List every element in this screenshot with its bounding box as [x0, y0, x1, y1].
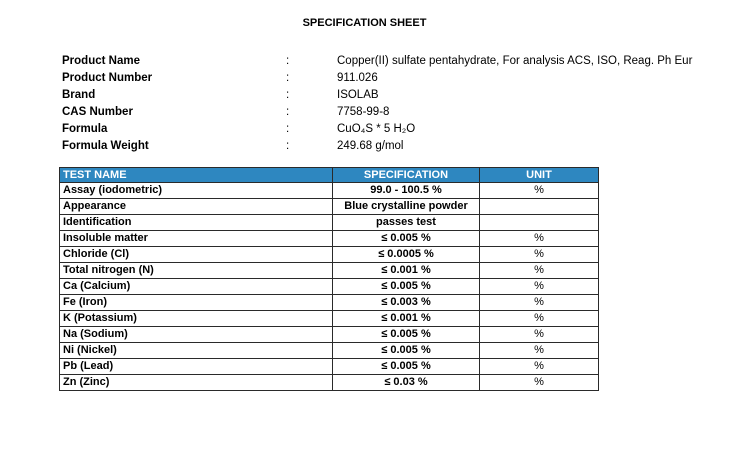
test-name-cell: Insoluble matter: [60, 231, 333, 247]
unit-cell: %: [480, 327, 599, 343]
info-colon: :: [286, 89, 290, 101]
specification-cell: passes test: [333, 215, 480, 231]
specification-cell: ≤ 0.005 %: [333, 231, 480, 247]
info-value: 911.026: [337, 72, 378, 84]
specification-cell: ≤ 0.005 %: [333, 327, 480, 343]
unit-cell: %: [480, 295, 599, 311]
column-header-unit: UNIT: [480, 168, 599, 183]
info-colon: :: [286, 72, 290, 84]
table-row: [60, 279, 599, 295]
table-row: [60, 231, 599, 247]
info-row-cas-number: [62, 104, 712, 121]
test-name-cell: Total nitrogen (N): [60, 263, 333, 279]
info-value: 7758-99-8: [337, 106, 390, 118]
unit-cell: %: [480, 279, 599, 295]
info-colon: :: [286, 55, 290, 67]
table-row: [60, 343, 599, 359]
info-colon: :: [286, 123, 290, 135]
test-name-cell: Chloride (Cl): [60, 247, 333, 263]
table-row: [60, 215, 599, 231]
info-label: Product Name: [62, 55, 140, 67]
specification-cell: ≤ 0.005 %: [333, 343, 480, 359]
specification-cell: ≤ 0.0005 %: [333, 247, 480, 263]
info-colon: :: [286, 106, 290, 118]
table-row: [60, 263, 599, 279]
test-name-cell: Ni (Nickel): [60, 343, 333, 359]
product-info: [62, 53, 712, 155]
table-row: [60, 199, 599, 215]
info-label: Brand: [62, 89, 96, 101]
info-row-brand: [62, 87, 712, 104]
table-row: [60, 183, 599, 199]
unit-cell: %: [480, 231, 599, 247]
specification-table: [59, 167, 599, 391]
unit-cell: %: [480, 247, 599, 263]
info-row-formula-weight: [62, 138, 712, 155]
test-name-cell: Assay (iodometric): [60, 183, 333, 199]
info-row-product-name: [62, 53, 712, 70]
test-name-cell: Pb (Lead): [60, 359, 333, 375]
unit-cell: %: [480, 311, 599, 327]
specification-cell: 99.0 - 100.5 %: [333, 183, 480, 199]
test-name-cell: K (Potassium): [60, 311, 333, 327]
specification-cell: Blue crystalline powder: [333, 199, 480, 215]
table-row: [60, 247, 599, 263]
unit-cell: [480, 215, 599, 231]
table-row: [60, 311, 599, 327]
info-label: Product Number: [62, 72, 153, 84]
info-row-product-number: [62, 70, 712, 87]
unit-cell: %: [480, 183, 599, 199]
test-name-cell: Na (Sodium): [60, 327, 333, 343]
column-header-test-name: TEST NAME: [60, 168, 333, 183]
info-value: CuO₄S * 5 H₂O: [337, 123, 416, 135]
table-row: [60, 375, 599, 391]
specification-cell: ≤ 0.005 %: [333, 359, 480, 375]
table-row: [60, 295, 599, 311]
test-name-cell: Identification: [60, 215, 333, 231]
table-row: [60, 327, 599, 343]
unit-cell: [480, 199, 599, 215]
test-name-cell: Ca (Calcium): [60, 279, 333, 295]
unit-cell: %: [480, 359, 599, 375]
info-row-formula: [62, 121, 712, 138]
info-label: Formula: [62, 123, 108, 135]
unit-cell: %: [480, 375, 599, 391]
column-header-specification: SPECIFICATION: [333, 168, 480, 183]
info-label: CAS Number: [62, 106, 133, 118]
test-name-cell: Appearance: [60, 199, 333, 215]
info-colon: :: [286, 140, 290, 152]
table-header-row: [60, 168, 599, 183]
info-label: Formula Weight: [62, 140, 149, 152]
specification-cell: ≤ 0.001 %: [333, 311, 480, 327]
test-name-cell: Zn (Zinc): [60, 375, 333, 391]
specification-cell: ≤ 0.03 %: [333, 375, 480, 391]
info-value: 249.68 g/mol: [337, 140, 404, 152]
unit-cell: %: [480, 263, 599, 279]
specification-cell: ≤ 0.003 %: [333, 295, 480, 311]
page-title: SPECIFICATION SHEET: [302, 17, 427, 29]
specification-cell: ≤ 0.005 %: [333, 279, 480, 295]
table-row: [60, 359, 599, 375]
test-name-cell: Fe (Iron): [60, 295, 333, 311]
info-value: Copper(II) sulfate pentahydrate, For analysis ACS, ISO, Reag. Ph Eur: [337, 55, 693, 67]
unit-cell: %: [480, 343, 599, 359]
specification-cell: ≤ 0.001 %: [333, 263, 480, 279]
info-value: ISOLAB: [337, 89, 379, 101]
